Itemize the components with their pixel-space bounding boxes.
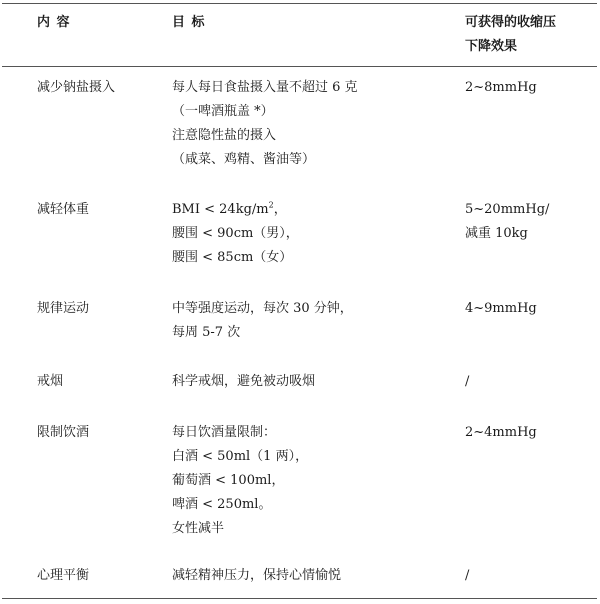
goal-line: 葡萄酒 < 100ml， bbox=[172, 473, 285, 488]
header-content: 内 容 bbox=[37, 15, 71, 30]
row-salt-effect: 2~8mmHg bbox=[465, 80, 537, 95]
bmi-suffix: ， bbox=[273, 202, 287, 217]
header-effect-line2: 下降效果 bbox=[465, 39, 518, 54]
goal-line: 腰围 < 85cm（女） bbox=[172, 250, 293, 265]
table-bottom-rule bbox=[2, 598, 597, 599]
goal-line-bmi bbox=[172, 198, 299, 222]
goal-line: 啤酒 < 250ml。 bbox=[172, 497, 272, 512]
row-smoking-goal: 科学戒烟，避免被动吸烟 bbox=[172, 374, 316, 389]
header-effect-line1: 可获得的收缩压 bbox=[465, 15, 557, 30]
effect-line: 减重 10kg bbox=[465, 226, 528, 241]
row-mental-goal: 减轻精神压力，保持心情愉悦 bbox=[172, 568, 342, 583]
goal-line: 中等强度运动，每次 30 分钟， bbox=[172, 301, 353, 316]
row-mental-measure: 心理平衡 bbox=[37, 568, 90, 583]
row-smoking-effect: / bbox=[465, 374, 470, 389]
goal-line: 注意隐性盐的摄入 bbox=[172, 128, 277, 143]
goal-line: 每周 5-7 次 bbox=[172, 325, 241, 340]
row-exercise-measure: 规律运动 bbox=[37, 301, 90, 316]
row-alcohol-effect: 2~4mmHg bbox=[465, 425, 537, 440]
row-exercise-effect: 4~9mmHg bbox=[465, 301, 537, 316]
row-weight-goal bbox=[172, 198, 299, 270]
row-exercise-goal bbox=[172, 297, 353, 345]
goal-line: 女性减半 bbox=[172, 521, 225, 536]
effect-line: 5~20mmHg/ bbox=[465, 202, 550, 217]
goal-line: （咸菜、鸡精、酱油等） bbox=[172, 152, 316, 167]
goal-line: 每日饮酒量限制： bbox=[172, 425, 277, 440]
row-alcohol-measure: 限制饮酒 bbox=[37, 425, 90, 440]
row-mental-effect: / bbox=[465, 568, 470, 583]
goal-line: （一啤酒瓶盖 *） bbox=[172, 104, 274, 119]
bmi-text: BMI < 24kg/m bbox=[172, 202, 269, 217]
header-goal: 目 标 bbox=[172, 15, 206, 30]
bmi-exponent: 2 bbox=[268, 200, 274, 210]
row-smoking-measure: 戒烟 bbox=[37, 374, 64, 389]
row-salt-measure: 减少钠盐摄入 bbox=[37, 80, 116, 95]
row-weight-measure: 减轻体重 bbox=[37, 202, 90, 217]
table-top-rule bbox=[2, 3, 597, 4]
goal-line: 每人每日食盐摄入量不超过 6 克 bbox=[172, 80, 358, 95]
goal-line: 白酒 < 50ml（1 两）， bbox=[172, 449, 309, 464]
header-rule bbox=[2, 66, 597, 67]
header-effect bbox=[465, 11, 556, 59]
row-alcohol-goal bbox=[172, 421, 308, 541]
row-weight-effect bbox=[465, 198, 549, 246]
row-salt-goal bbox=[172, 76, 358, 172]
goal-line: 腰围 < 90cm（男）， bbox=[172, 226, 299, 241]
